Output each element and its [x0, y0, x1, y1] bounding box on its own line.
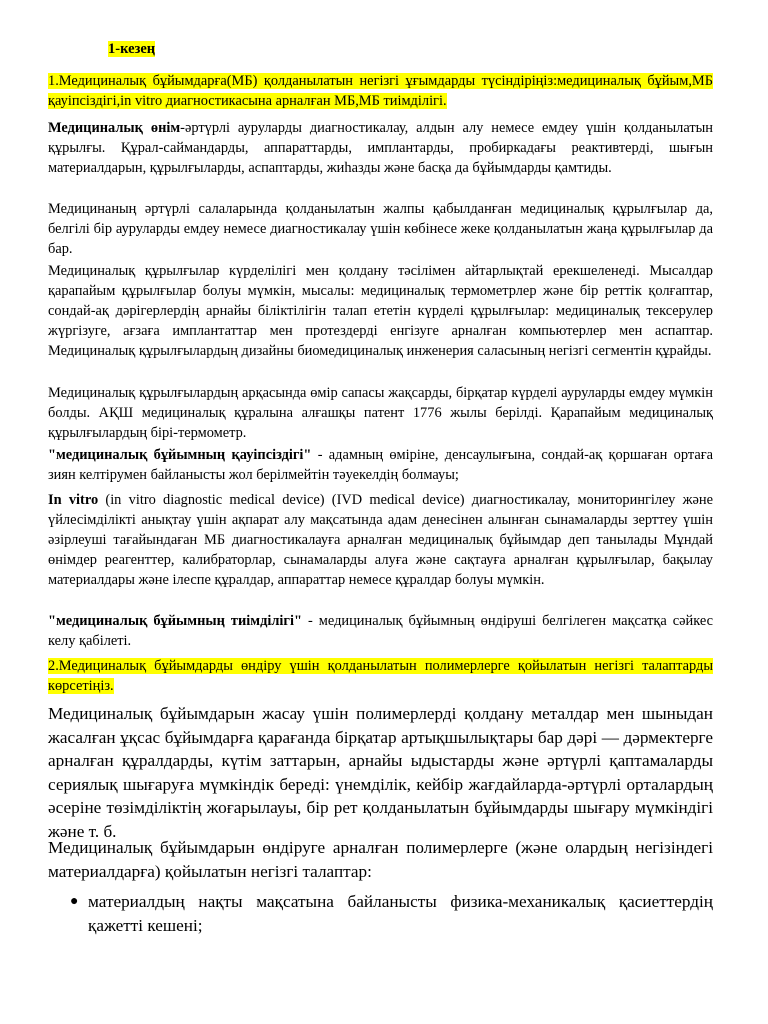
question-1: 1.Медициналық бұйымдарға(МБ) қолданылатын негізгі ұғымдарды түсіндіріңіз:медициналық бұйым,МБ қауіпсіздігі,in vitro диагностикасына арналған МБ,МБ тиімділігі.	[48, 73, 713, 109]
paragraph-quality-of-life: Медициналық құрылғылардың арқасында өмір сапасы жақсарды, бірқатар күрделі ауруларды емдеу мүмкін болды. АҚШ медициналық құралына алғашқы патент 1776 жылы берілді. Қарапайым медициналық құрылғылардың бірі-термометр.	[48, 385, 713, 441]
stage-title: 1-кезең	[108, 41, 156, 57]
paragraph-device-types: Медицинаның әртүрлі салаларында қолданылатын жалпы қабылданған медициналық құрылғылар да, белгілі бір ауруларды емдеу немесе диагностикалау үшін көбінесе жеке қолданылатын жаңа құрылғылар да бар.	[48, 201, 713, 257]
paragraph-polymer-advantages: Медициналық бұйымдарын жасау үшін полимерлерді қолдану металдар мен шыныдан жасалған ұқсас бұйымдарға қарағанда бірқатар артықшылықтары бар дәрі — дәрмектерге арналған құралдарды, күтім заттарын, арнайы ыдыстарды және әртүрлі қаптамаларды сериялық шығаруға мүмкіндік береді: үнемділік, кейбір жағдайларда-әртүрлі орталардың әсеріне төзімділіктің жоғарылауы, бір рет қолданылатын бұйымдарды шығару мүмкіндігі және т. б.	[48, 704, 713, 841]
question-2: 2.Медициналық бұйымдарды өндіру үшін қолданылатын полимерлерге қойылатын негізгі талаптарды көрсетіңіз.	[48, 658, 713, 694]
list-item: ● материалдың нақты мақсатына байланысты физика-механикалық қасиеттердің қажетті кешені;	[70, 892, 713, 935]
paragraph-efficacy-definition: "медициналық бұйымның тиімділігі" - медициналық бұйымның өндіруші белгілеген мақсатқа сәйкес келу қабілеті.	[48, 613, 714, 649]
paragraph-medical-product: Медициналық өнім-әртүрлі ауруларды диагностикалау, алдын алу немесе емдеу үшін қолданылатын құрылғы. Құрал-саймандарды, аппараттарды, имплантарды, пробиркадағы реактивтерді, шығын материалдарын, құрылғыларды, аспаптарды, жиһазды және басқа да бұйымдарды қамтиды.	[48, 120, 713, 176]
bullet-icon: ●	[70, 894, 79, 909]
paragraph-polymer-requirements: Медициналық бұйымдарын өндіруге арналған полимерлерге (және олардың негізіндегі материалдарға) қойылатын негізгі талаптар:	[48, 838, 713, 881]
paragraph-in-vitro-definition: In vitro (in vitro diagnostic medical device) (IVD medical device) диагностикалау, мониторингілеу және үйлесімділікті анықтау үшін ақпарат алу мақсатында адам денесінен алынған сынамаларды зерттеу үшін әзірлеуші тағайындаған МБ диагностикалауға арналған медициналық бұйымдар деп танылады Мұндай өнімдер реагенттер, калибраторлар, сынамаларды алуға және сақтауға арналған құрылғылар, бақылау материалдары және ілеспе құралдар, аппараттар немесе құралдар болуы мүмкін.	[48, 492, 713, 588]
paragraph-device-complexity: Медициналық құрылғылар күрделілігі мен қолдану тәсілімен айтарлықтай ерекшеленеді. Мысалдар қарапайым құрылғылар болуы мүмкін, мысалы: медициналық термометрлер және бір реттік қолғаптар, сондай-ақ дәрігерлердің арнайы біліктілігін талап ететін күрделі құрылғылар: медициналық тексерулер жүргізуге, ағзаға имплантаттар мен протездерді енгізуге арналған компьютерлер мен аспаптар. Медициналық құрылғылардың дизайны биомедициналық инженерия саласының негізгі сегментін құрайды.	[48, 263, 713, 359]
requirements-list	[48, 890, 713, 937]
paragraph-safety-definition: "медициналық бұйымның қауіпсіздігі" - адамның өміріне, денсаулығына, сондай-ақ қоршаған ортаға зиян келтірумен байланысты жол берілмейтін тәуекелдің болмауы;	[48, 447, 713, 483]
